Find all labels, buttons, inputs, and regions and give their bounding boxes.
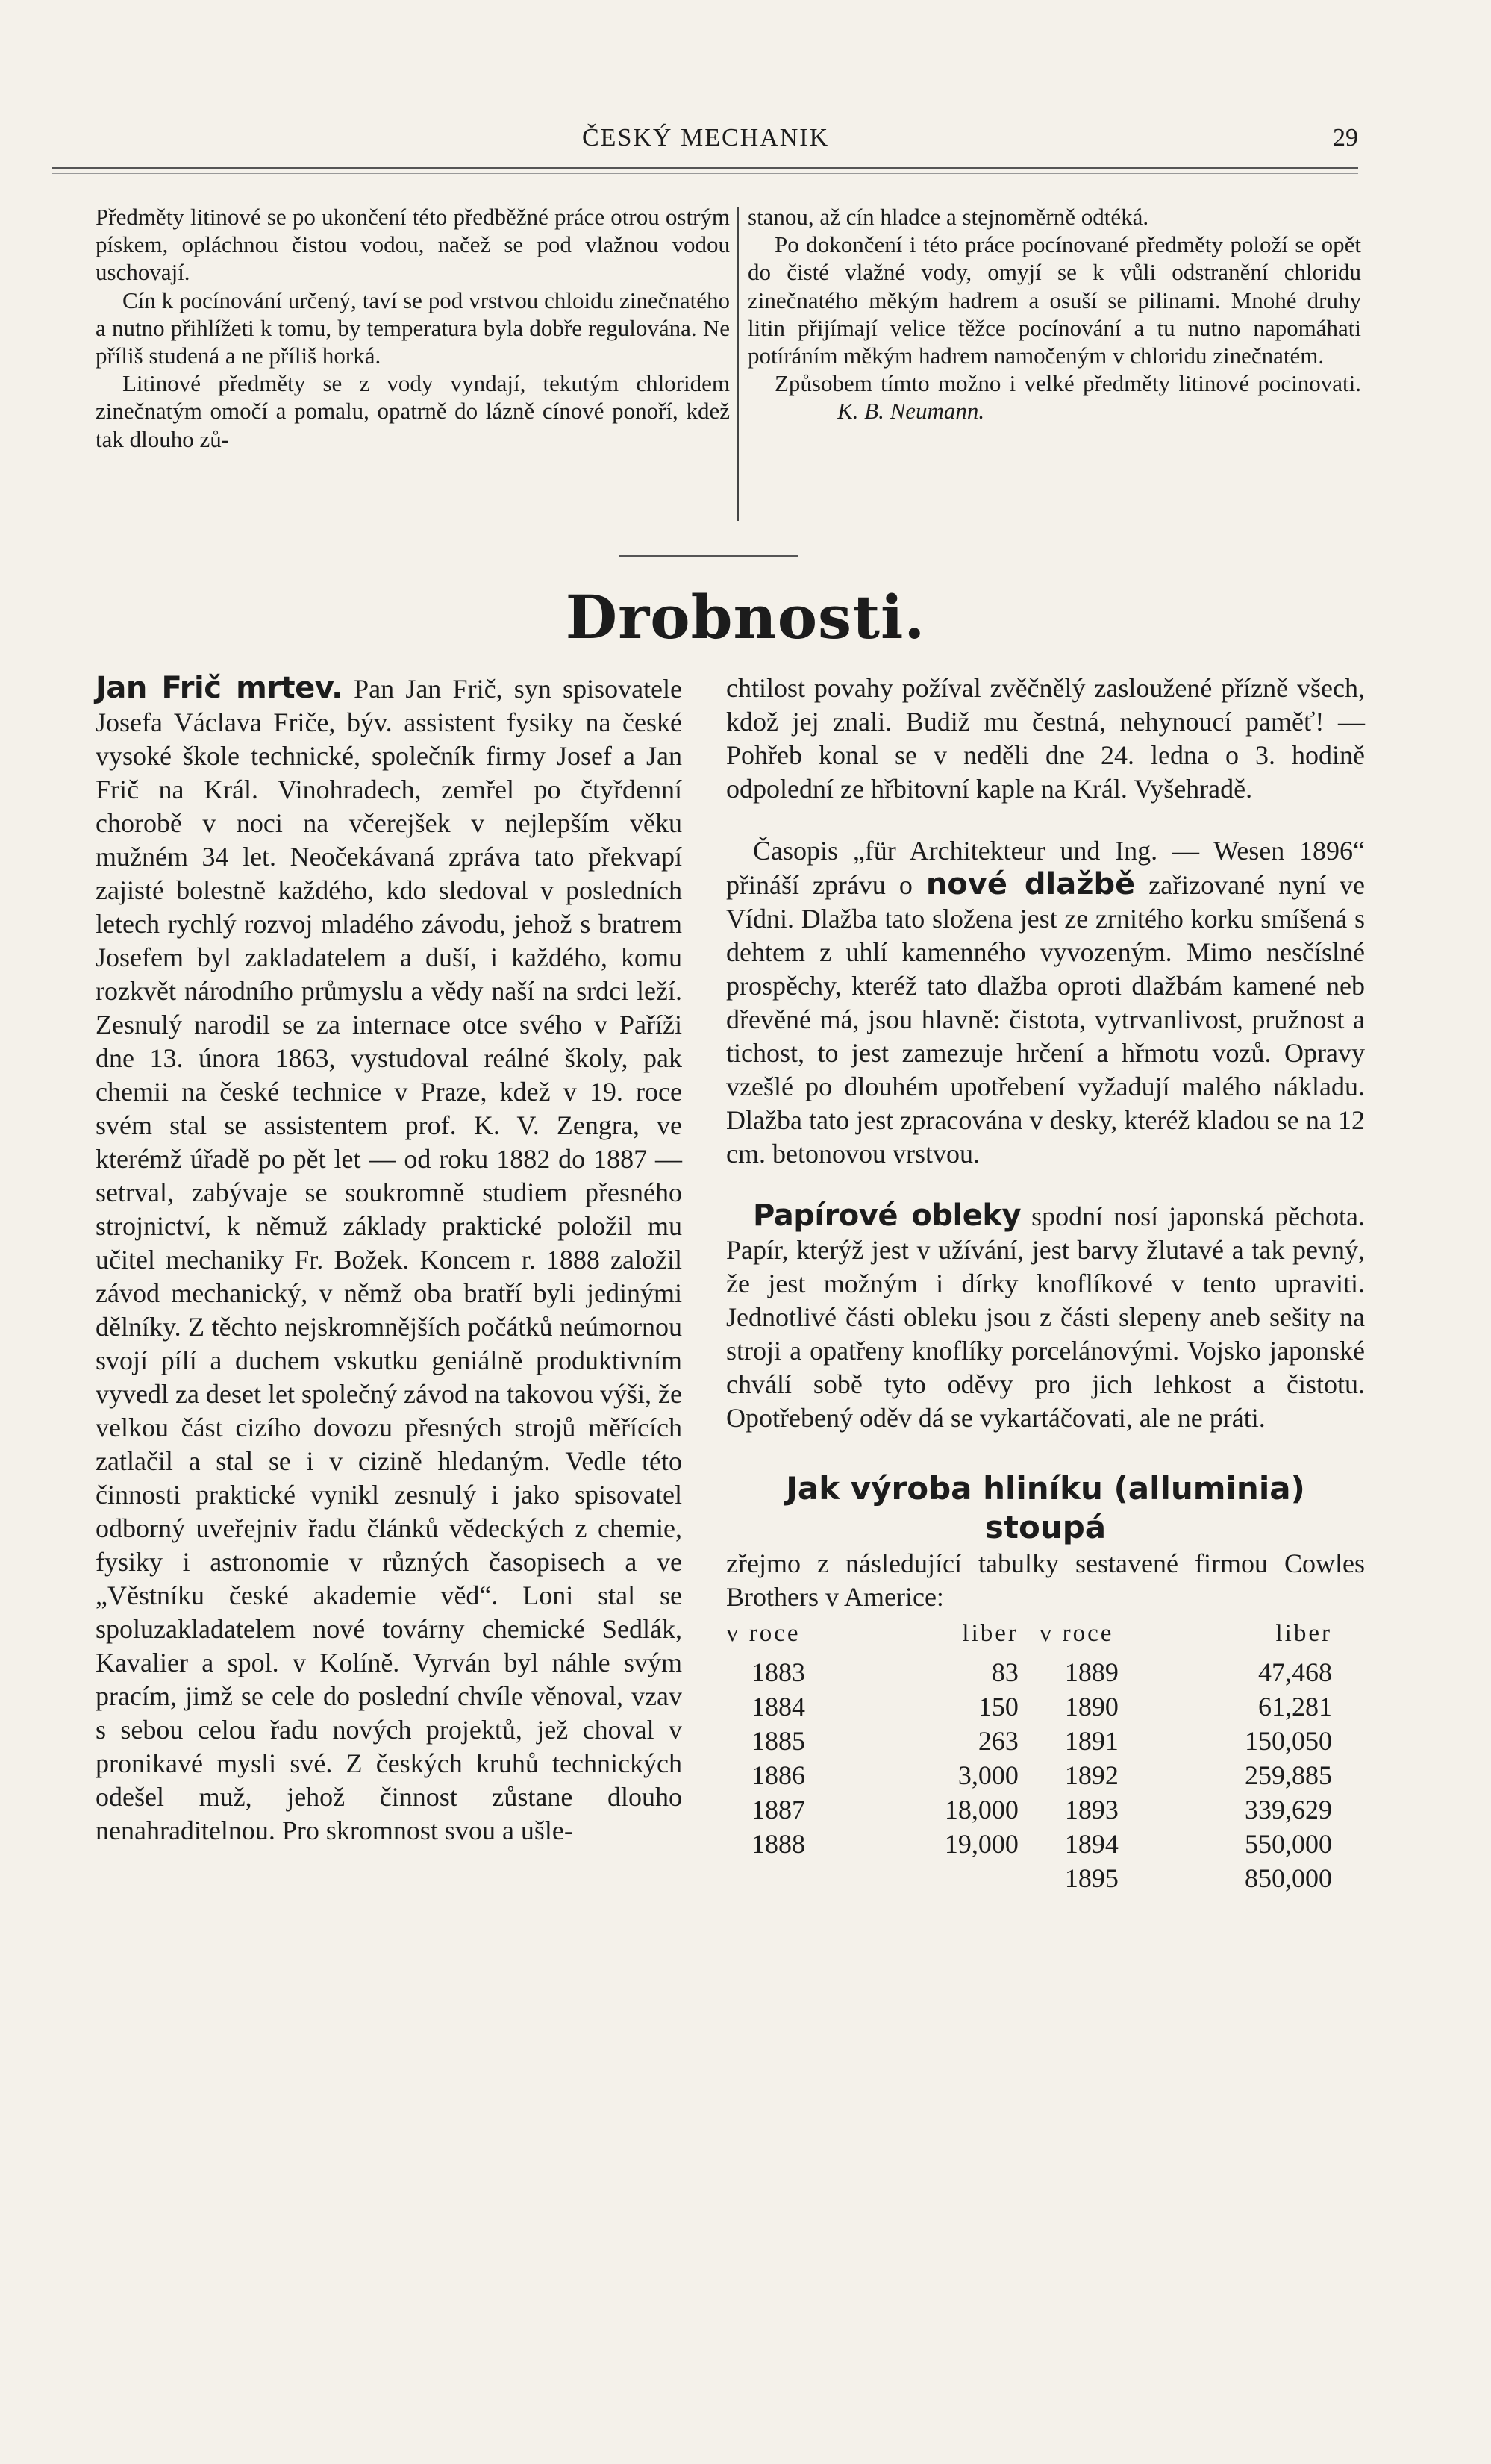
author-signature: K. B. Neumann. (837, 398, 985, 425)
paragraph: Cín k pocínování určený, taví se pod vrstvou chloidu zinečnatého a nutno přihlížeti k tomu, by temperatura byla dobře regulována. Ne příliš studená a ne příliš horká. (96, 287, 730, 369)
table-cell: 1889 (1064, 1657, 1119, 1687)
header-rule-thin (52, 173, 1358, 174)
table-cell: 1883 (751, 1657, 805, 1687)
table-cell: 259,885 (1245, 1760, 1332, 1790)
bottom-left-column (96, 672, 682, 1848)
article-body: spodní nosí japonská pěchota. Papír, kterýž jest v užívání, jest barvy žlutavé a tak pevný, že jest možným i dírky knoflíkové v tento upraviti. Jednotlivé části obleku jsou z části slepeny aneb sešity na stroji a opatřeny knoflíky porcelánovými. Vojsko japonské chválí sobě tyto oděvy pro jich lehkost a čistotu. Opotřebený oděv dá se vykartáčovati, ale ne práti. (726, 1201, 1366, 1433)
article-heading: Jan Frič mrtev. (96, 671, 343, 705)
table-cell: 339,629 (1245, 1794, 1332, 1824)
table-row (726, 1689, 1353, 1724)
article-heading: Jak výroba hliníku (alluminia) stoupá (786, 1470, 1305, 1545)
column-header: liber (962, 1620, 1019, 1647)
table-cell: 3,000 (957, 1760, 1019, 1790)
page-header (52, 119, 1358, 157)
table-cell: 263 (978, 1725, 1019, 1756)
bottom-right-column (726, 672, 1365, 1895)
article-fric (96, 672, 682, 1848)
section-title: Drobnosti. (565, 582, 926, 652)
table-cell: 1892 (1064, 1760, 1119, 1790)
table-cell: 150 (978, 1691, 1019, 1722)
table-cell: 83 (991, 1657, 1019, 1687)
table-cell: 1891 (1064, 1725, 1119, 1756)
column-header: liber (1275, 1620, 1332, 1647)
table-cell: 550,000 (1245, 1828, 1332, 1859)
article-highlight: nové dlažbě (925, 867, 1136, 901)
table-cell: 18,000 (944, 1794, 1019, 1824)
table-header-row (726, 1617, 1353, 1655)
paragraph: Předměty litinové se po ukončení této předběžné práce otrou ostrým pískem, opláchnou čistou vodou, načež se pod vlažnou vodou uschovají. (96, 204, 730, 286)
article-heading: Papírové obleky (753, 1198, 1022, 1233)
article-dlazba (726, 834, 1365, 1171)
table-cell (726, 1861, 870, 1895)
article-lead: Časopis „für Architekteur und Ing. — Wesen 1896“ přináší zprávu o (726, 836, 1365, 900)
top-right-column (748, 203, 1361, 425)
table-cell: 1886 (751, 1760, 805, 1790)
header-rule (52, 167, 1358, 169)
table-cell: 1890 (1064, 1691, 1119, 1722)
table-row (726, 1655, 1353, 1689)
column-divider (737, 207, 739, 521)
table-row (726, 1724, 1353, 1758)
table-row (726, 1758, 1353, 1792)
table-cell: 1887 (751, 1794, 805, 1824)
table-cell: 850,000 (1245, 1863, 1332, 1893)
table-cell: 1888 (751, 1828, 805, 1859)
column-header: v roce (1039, 1620, 1114, 1647)
paragraph: stanou, až cín hladce a stejnoměrně odtéká. (748, 204, 1149, 230)
table-cell: 61,281 (1258, 1691, 1332, 1722)
table-cell: 1884 (751, 1691, 805, 1722)
table-cell (870, 1861, 1040, 1895)
table-cell: 150,050 (1245, 1725, 1332, 1756)
article-fric-continued: chtilost povahy požíval zvěčnělý zasloužené přízně všech, kdož jej znali. Budiž mu čestná, nehynoucí paměť! — Pohřeb konal se v neděli dne 24. ledna o 3. hodině odpolední ze hřbitovní kaple na Král. Vyšehradě. (726, 673, 1365, 804)
page-number: 29 (1333, 124, 1358, 151)
paragraph: Po dokončení i této práce pocínované předměty položí se opět do čisté vlažné vody, omyjí se k vůli odstranění chloridu zinečnatého měkým hadrem a osuší se pilinami. Mnohé druhy litin přijímají velice těžce pocínování a tu nutno napomáhati potíráním měkým hadrem namočeným v chloridu zinečnatém. (748, 231, 1361, 369)
table-row (726, 1792, 1353, 1827)
section-divider (619, 555, 798, 557)
article-obleky (726, 1199, 1365, 1435)
table-cell: 1893 (1064, 1794, 1119, 1824)
table-cell: 1894 (1064, 1828, 1119, 1859)
table-intro: zřejmo z následující tabulky sestavené firmou Cowles Brothers v Americe: (726, 1548, 1365, 1612)
paragraph: Litinové předměty se z vody vyndají, tekutým chloridem zinečnatým omočí a pomalu, opatrně do lázně cínové ponoří, kdež tak dlouho zů- (96, 370, 730, 452)
top-left-column (96, 203, 730, 453)
table-cell: 47,468 (1258, 1657, 1332, 1687)
article-body: zařizované nyní ve Vídni. Dlažba tato složena jest ze zrnitého korku smíšená s dehtem z uhlí kamenného vyvozeným. Mimo nesčíslné prospěchy, kteréž tato dlažba oproti dlažbám kamené neb dřevěné má, jsou hlavně: čistota, vytrvanlivost, pružnost a tichost, to jest zamezuje hrčení a hřmotu vozů. Opravy vzešlé po dlouhém upotřebení vyžadují malého nákladu. Dlažba tato jest zpracována v desky, kteréž kladou se na 12 cm. betonovou vrstvou. (726, 870, 1366, 1169)
article-body: Pan Jan Frič, syn spisovatele Josefa Václava Friče, býv. assistent fysiky na české vysoké škole technické, společník firmy Josef a Jan Frič na Král. Vinohradech, zemřel po čtyřdenní chorobě v noci na včerejšek v nejlepším věku mužném 34 let. Neočekávaná zpráva tato překvapí zajisté bolestně každého, kdo sledoval v posledních letech rychlý rozvoj mladého závodu, jehož s bratrem Josefem byl zakladatelem a duší, i každého, komu rozkvět národního průmyslu a vědy naší na srdci leží. Zesnulý narodil se za internace otce svého v Paříži dne 13. února 1863, vystudoval reálné školy, pak chemii na české technice v Praze, kdež v 19. roce svém stal se assistentem prof. K. V. Zengra, ve kterémž úřadě po pět let — od roku 1882 do 1887 — setrval, zabývaje se soukromně studiem přesného strojnictví, k němuž základy praktické položil mu učitel mechaniky Fr. Božek. Koncem r. 1888 založil závod mechanický, v němž oba bratří byli jedinými dělníky. Z těchto nejskromnějších počátků neúmornou svojí pílí a duchem vskutku geniálně produktivním vyvedl za deset let společný závod na takovou výši, že velkou část cizího dovozu přesných strojů měřících zatlačil a stal se i v cizině hledaným. Vedle této činnosti praktické vynikl zesnulý i jako spisovatel odborný uveřejniv řadu článků vědeckých z chemie, fysiky i astronomie v různých časopisech a ve „Věstníku české akademie věd“. Loni stal se spoluzakladatelem nové továrny chemické Sedlák, Kavalier a spol. v Kolíně. Vyrván byl náhle svým pracím, jimž se cele do poslední chvíle věnoval, vzav s sebou celou řadu nových projektů, jež choval v pronikavé mysli své. Z českých kruhů technických odešel muž, jehož činnost zůstane dlouho nenahraditelnou. Pro skromnost svou a ušle- (96, 674, 683, 1845)
table-cell: 19,000 (944, 1828, 1019, 1859)
column-header: v roce (726, 1620, 801, 1647)
closing-text: Způsobem tímto možno i velké předměty litinové pocinovati. (775, 370, 1361, 397)
paragraph (748, 369, 1361, 425)
table-cell: 1895 (1064, 1863, 1119, 1893)
table-cell: 1885 (751, 1725, 805, 1756)
table-row (726, 1861, 1353, 1895)
journal-title: ČESKÝ MECHANIK (582, 124, 830, 151)
table-row (726, 1827, 1353, 1861)
aluminium-production-table (726, 1617, 1353, 1895)
